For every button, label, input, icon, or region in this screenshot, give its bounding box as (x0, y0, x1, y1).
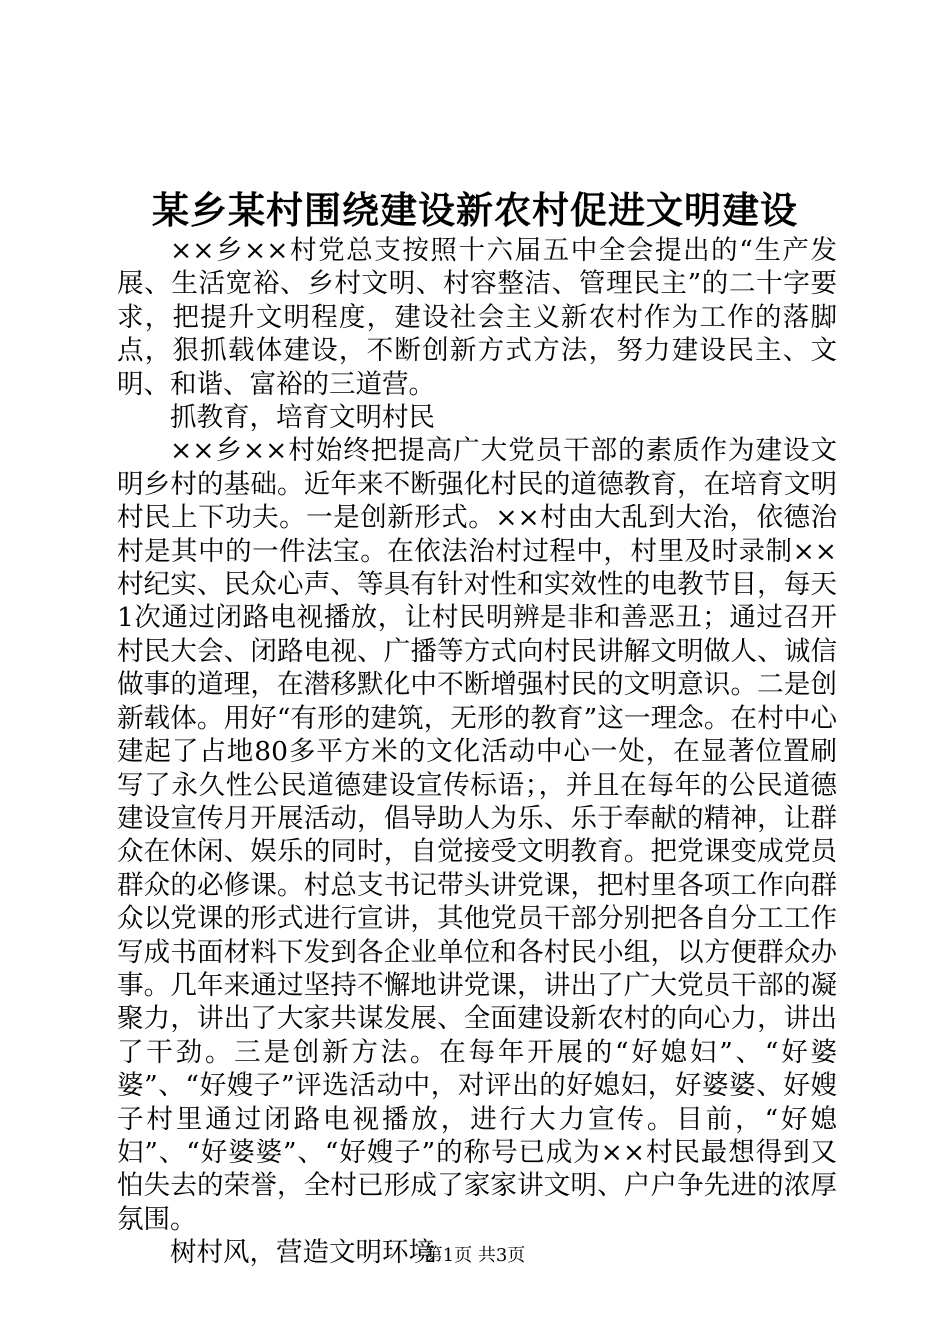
paragraph-education: ××乡××村始终把提高广大党员干部的素质作为建设文明乡村的基础。近年来不断强化村民的道德教育，在培育文明村民上下功夫。一是创新形式。××村由大乱到大治，依德治村是其中的一件法宝。在依法治村过程中，村里及时录制××村纪实、民众心声、等具有针对性和实效性的电教节目，每天1次通过闭路电视播放，让村民明辨是非和善恶丑；通过召开村民大会、闭路电视、广播等方式向村民讲解文明做人、诚信做事的道理，在潜移默化中不断增强村民的文明意识。二是创新载体。用好“有形的建筑，无形的教育”这一理念。在村中心建起了占地80多平方米的文化活动中心一处，在显著位置刷写了永久性公民道德建设宣传标语；，并且在每年的公民道德建设宣传月开展活动，倡导助人为乐、乐于奉献的精神，让群众在休闲、娱乐的同时，自觉接受文明教育。把党课变成党员群众的必修课。村总支书记带头讲党课，把村里各项工作向群众以党课的形式进行宣讲，其他党员干部分别把各自分工工作写成书面材料下发到各企业单位和各村民小组，以方便群众办事。几年来通过坚持不懈地讲党课，讲出了广大党员干部的凝聚力，讲出了大家共谋发展、全面建设新农村的向心力，讲出了干劲。三是创新方法。在每年开展的“好媳妇”、“好婆婆”、“好嫂子”评选活动中，对评出的好媳妇，好婆婆、好嫂子村里通过闭路电视播放，进行大力宣传。目前，“好媳妇”、“好婆婆”、“好嫂子”的称号已成为××村民最想得到又怕失去的荣誉，全村已形成了家家讲文明、户户争先进的浓厚氛围。 (117, 435, 837, 1235)
paragraph-intro: ××乡××村党总支按照十六届五中全会提出的“生产发展、生活宽裕、乡村文明、村容整洁、管理民主”的二十字要求，把提升文明程度，建设社会主义新农村作为工作的落脚点，狠抓载体建设，不断创新方式方法，努力建设民主、文明、和谐、富裕的三道营。 (117, 235, 837, 400)
section-heading-education: 抓教育，培育文明村民 (170, 402, 435, 434)
document-body (117, 234, 837, 1270)
page-title: 某乡某村围绕建设新农村促进文明建设 (152, 188, 798, 232)
page-footer: 第1页 共3页 (424, 1245, 526, 1266)
section-heading-village-style: 树村风，营造文明环境 (170, 1237, 435, 1269)
